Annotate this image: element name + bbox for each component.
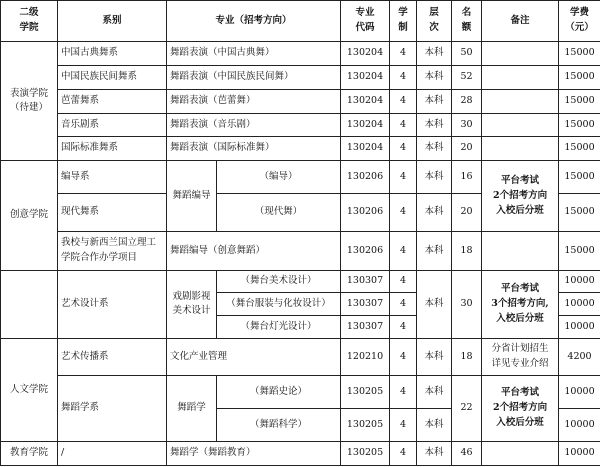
header-college: [1, 1, 58, 42]
table-row: [1, 376, 600, 409]
major-cell: 舞蹈表演（音乐剧）: [167, 113, 341, 137]
direction-cell: （舞蹈史论）: [217, 376, 341, 409]
dept-cell: 艺术设计系: [58, 270, 167, 338]
major-cell: 舞蹈表演（芭蕾舞）: [167, 89, 341, 113]
dept-cell: 我校与新西兰国立理工学院合作办学项目: [58, 232, 167, 270]
years-cell: 4: [390, 270, 417, 293]
table-row: [1, 66, 600, 90]
quota-cell: 30: [452, 270, 482, 338]
remark-provincial: 分省计划招生: [491, 343, 549, 355]
code-cell: 130204: [341, 89, 390, 113]
level-cell: 本科: [417, 137, 452, 161]
level-cell: 本科: [417, 89, 452, 113]
header-fee-text: 学费 （元）: [565, 7, 594, 34]
years-cell: 4: [390, 442, 417, 466]
table-row: [1, 42, 600, 66]
level-cell: 本科: [417, 442, 452, 466]
code-cell: 130307: [341, 316, 390, 339]
college-cell-blank: [1, 270, 58, 338]
fee-cell: 15000: [559, 89, 600, 113]
remark-class-split: 入校后分班: [496, 204, 544, 216]
direction-cell: （舞蹈科学）: [217, 409, 341, 442]
years-cell: 4: [390, 409, 417, 442]
major-cell: 舞蹈表演（国际标准舞）: [167, 137, 341, 161]
level-cell: 本科: [417, 270, 452, 338]
college-cell: 教育学院: [1, 442, 58, 466]
years-cell: 4: [390, 66, 417, 90]
college-cell: 创意学院: [1, 161, 58, 271]
header-dept: 系别: [58, 1, 167, 42]
level-cell: 本科: [417, 376, 452, 409]
fee-cell: 10000: [559, 409, 600, 442]
remark-cell: [482, 442, 559, 466]
level-cell: 本科: [417, 194, 452, 232]
direction-cell: （编导）: [217, 161, 341, 194]
direction-cell: （舞台灯光设计）: [217, 316, 341, 339]
remark-cell: [482, 113, 559, 137]
fee-cell: 10000: [559, 316, 600, 339]
header-level: [417, 1, 452, 42]
dept-cell: 现代舞系: [58, 194, 167, 232]
fee-cell: 15000: [559, 161, 600, 194]
college-biaoyan: 表演学院 （待建）: [9, 87, 48, 114]
header-remark: 备注: [482, 1, 559, 42]
dept-cell: 芭蕾舞系: [58, 89, 167, 113]
code-cell: 120210: [341, 338, 390, 375]
major-group-cell: 舞蹈学: [167, 376, 217, 442]
remark-platform-exam: 平台考试: [501, 387, 540, 399]
dept-cell: 国际标准舞系: [58, 137, 167, 161]
quota-cell: 18: [452, 338, 482, 375]
header-years-text: 学 制: [398, 7, 408, 34]
header-college-text: 二级 学院: [19, 7, 39, 34]
years-cell: 4: [390, 137, 417, 161]
fee-cell: 15000: [559, 42, 600, 66]
code-cell: 130204: [341, 137, 390, 161]
level-cell: 本科: [417, 42, 452, 66]
code-cell: 130205: [341, 376, 390, 409]
code-cell: 130205: [341, 442, 390, 466]
years-cell: 4: [390, 338, 417, 375]
major-group-cell: 戏剧影视美术设计: [167, 270, 217, 338]
remark-cell: [482, 338, 559, 375]
years-cell: 4: [390, 293, 417, 316]
header-fee: [559, 1, 600, 42]
remark-directions: 2个招考方向: [492, 189, 548, 201]
header-quota: [452, 1, 482, 42]
major-group-cell: 舞蹈编导: [167, 161, 217, 232]
dept-cell: 中国古典舞系: [58, 42, 167, 66]
dept-cell: 中国民族民间舞系: [58, 66, 167, 90]
level-cell: 本科: [417, 409, 452, 442]
fee-cell: 15000: [559, 194, 600, 232]
table-row: [1, 270, 600, 293]
years-cell: 4: [390, 89, 417, 113]
years-cell: 4: [390, 232, 417, 270]
level-cell: 本科: [417, 66, 452, 90]
college-cell: 人文学院: [1, 338, 58, 441]
years-cell: 4: [390, 161, 417, 194]
remark-cell: [482, 161, 559, 232]
quota-cell: 46: [452, 442, 482, 466]
remark-cell: [482, 42, 559, 66]
header-level-text: 层 次: [429, 7, 439, 34]
fee-cell: 15000: [559, 137, 600, 161]
header-quota-text: 名 额: [461, 7, 472, 34]
dept-cell: 音乐剧系: [58, 113, 167, 137]
major-cell: 舞蹈表演（中国古典舞）: [167, 42, 341, 66]
years-cell: 4: [390, 42, 417, 66]
table-row: [1, 89, 600, 113]
college-cell: [1, 42, 58, 161]
table-row: [1, 232, 600, 270]
dept-cell: /: [58, 442, 167, 466]
remark-platform-exam: 平台考试: [501, 283, 540, 295]
code-cell: 130307: [341, 293, 390, 316]
code-cell: 130206: [341, 194, 390, 232]
code-cell: 130204: [341, 66, 390, 90]
remark-class-split: 入校后分班: [496, 312, 544, 324]
code-cell: 130204: [341, 113, 390, 137]
remark-cell: [482, 137, 559, 161]
direction-cell: （现代舞）: [217, 194, 341, 232]
remark-cell: [482, 270, 559, 338]
major-cell: 舞蹈学（舞蹈教育）: [167, 442, 341, 466]
code-cell: 130205: [341, 409, 390, 442]
dept-cell: 舞蹈学系: [58, 376, 167, 442]
quota-cell: 20: [452, 137, 482, 161]
remark-cell: [482, 66, 559, 90]
code-cell: 130204: [341, 42, 390, 66]
header-years: [390, 1, 417, 42]
dept-cell: 编导系: [58, 161, 167, 194]
table-row: [1, 113, 600, 137]
code-cell: 130206: [341, 232, 390, 270]
dept-cell: 艺术传播系: [58, 338, 167, 375]
fee-cell: 10000: [559, 293, 600, 316]
major-cell: 舞蹈表演（中国民族民间舞）: [167, 66, 341, 90]
fee-cell: 10000: [559, 270, 600, 293]
quota-cell: 18: [452, 232, 482, 270]
direction-cell: （舞台服装与化妆设计）: [217, 293, 341, 316]
table-row: [1, 137, 600, 161]
major-cell: 舞蹈编导（创意舞蹈）: [167, 232, 341, 270]
code-cell: 130206: [341, 161, 390, 194]
quota-cell: 20: [452, 194, 482, 232]
quota-cell: 50: [452, 42, 482, 66]
years-cell: 4: [390, 194, 417, 232]
remark-directions: 2个招考方向: [492, 402, 548, 414]
remark-directions: 3个招考方向,: [491, 297, 549, 309]
header-major: 专业（招考方向）: [167, 1, 341, 42]
quota-cell: 30: [452, 113, 482, 137]
fee-cell: 15000: [559, 66, 600, 90]
table-row: [1, 161, 600, 194]
remark-cell: [482, 89, 559, 113]
remark-cell: [482, 232, 559, 270]
remark-cell: [482, 376, 559, 442]
years-cell: 4: [390, 376, 417, 409]
fee-cell: 15000: [559, 232, 600, 270]
fee-cell: 15000: [559, 113, 600, 137]
level-cell: 本科: [417, 338, 452, 375]
direction-cell: （舞台美术设计）: [217, 270, 341, 293]
fee-cell: 10000: [559, 442, 600, 466]
quota-cell: 52: [452, 66, 482, 90]
major-cell: 文化产业管理: [167, 338, 341, 375]
header-code-text: 专业 代码: [355, 7, 375, 34]
fee-cell: 10000: [559, 376, 600, 409]
years-cell: 4: [390, 316, 417, 339]
header-code: [341, 1, 390, 42]
level-cell: 本科: [417, 161, 452, 194]
header-row: [1, 1, 600, 42]
years-cell: 4: [390, 113, 417, 137]
quota-cell: 22: [452, 376, 482, 442]
remark-platform-exam: 平台考试: [501, 175, 540, 187]
remark-see-intro: 详见专业介绍: [491, 357, 549, 369]
table-row: [1, 338, 600, 375]
remark-class-split: 入校后分班: [496, 416, 544, 428]
level-cell: 本科: [417, 232, 452, 270]
quota-cell: 16: [452, 161, 482, 194]
quota-cell: 28: [452, 89, 482, 113]
level-cell: 本科: [417, 113, 452, 137]
code-cell: 130307: [341, 270, 390, 293]
table-row: [1, 442, 600, 466]
fee-cell: 4200: [559, 338, 600, 375]
